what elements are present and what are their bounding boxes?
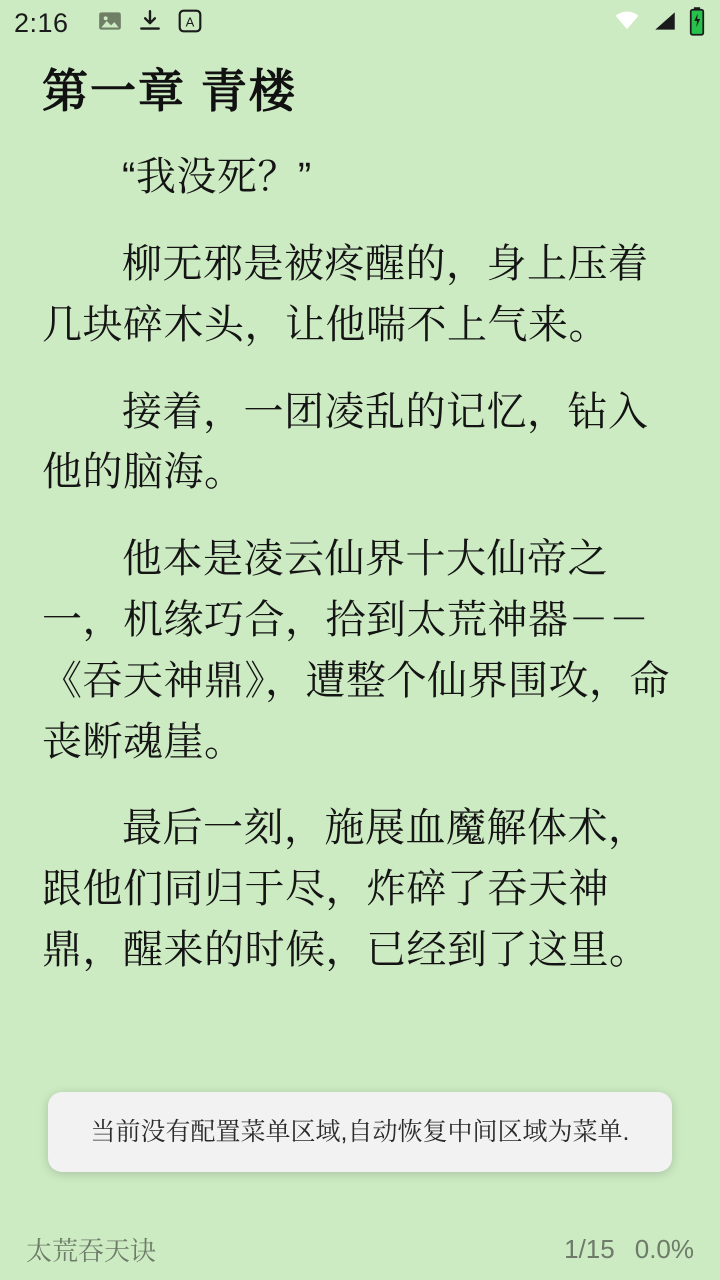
paragraph: 他本是凌云仙界十大仙帝之一，机缘巧合，拾到太荒神器－－《吞天神鼎》，遭整个仙界围攻，命丧断魂崖。: [42, 537, 670, 764]
status-bar-left: [14, 8, 612, 39]
download-icon: [137, 8, 163, 39]
signal-icon: [651, 8, 679, 39]
paragraph: 接着，一团凌乱的记忆，钻入他的脑海。: [42, 389, 649, 495]
status-bar-right: [612, 6, 706, 41]
status-clock: 2:16: [14, 7, 69, 38]
status-bar: [0, 0, 720, 46]
page-indicator: 1/15: [564, 1233, 615, 1264]
paragraph: 柳无邪是被疼醒的，身上压着几块碎木头，让他喘不上气来。: [42, 241, 649, 347]
battery-icon: [688, 6, 706, 41]
book-title: 太荒吞天诀: [26, 1235, 157, 1266]
footer-status: [564, 1234, 694, 1265]
toast-message: 当前没有配置菜单区域,自动恢复中间区域为菜单.: [48, 1092, 672, 1172]
paragraph: 最后一刻，施展血魔解体术，跟他们同归于尽，炸碎了吞天神鼎，醒来的时候，已经到了这里。: [42, 806, 650, 972]
app-icon: [177, 8, 203, 39]
reader-content[interactable]: [0, 147, 720, 981]
paragraph: “我没死？”: [122, 155, 312, 200]
chapter-title: 第一章 青楼: [42, 65, 297, 117]
svg-text:A: A: [185, 13, 194, 29]
image-icon: [97, 8, 123, 39]
reader-footer: [0, 1218, 720, 1280]
progress-percent: 0.0%: [634, 1233, 694, 1264]
wifi-icon: [612, 8, 642, 39]
